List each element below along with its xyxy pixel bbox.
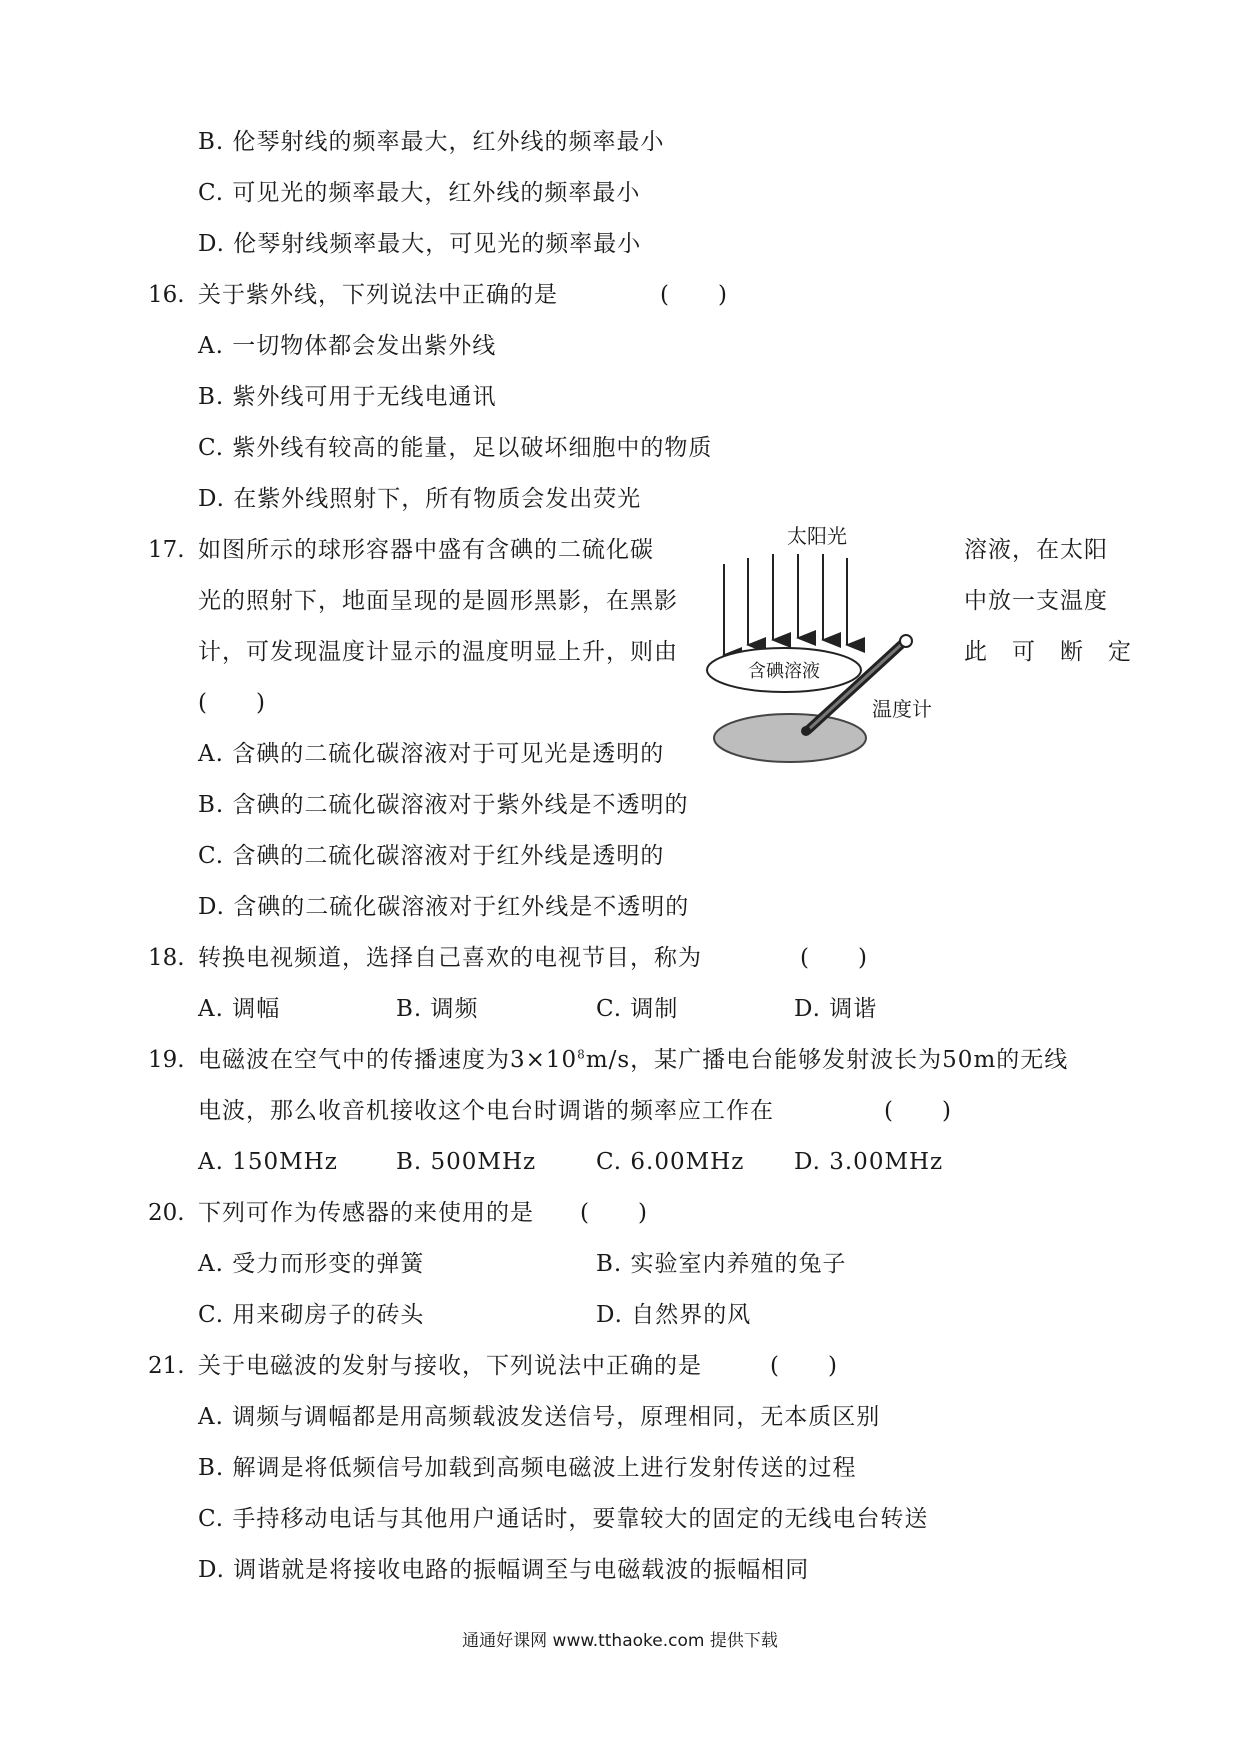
page-footer: 通通好课网 www.tthaoke.com 提供下载 xyxy=(462,1631,778,1651)
q18-option-a: A. 调幅 xyxy=(198,996,281,1022)
q16-option-d: D. 在紫外线照射下，所有物质会发出荧光 xyxy=(198,486,642,512)
q21-option-d: D. 调谐就是将接收电路的振幅调至与电磁载波的振幅相同 xyxy=(198,1557,810,1583)
q18-option-d: D. 调谐 xyxy=(794,996,878,1022)
q17-option-b: B. 含碘的二硫化碳溶液对于紫外线是不透明的 xyxy=(198,792,689,818)
q19-stem-part1: 电磁波在空气中的传播速度为3×10 xyxy=(198,1047,578,1073)
q17-option-d: D. 含碘的二硫化碳溶液对于红外线是不透明的 xyxy=(198,894,690,920)
q19-stem-line1 xyxy=(198,1045,1068,1075)
q16-answer-paren: ( ) xyxy=(660,282,728,308)
q19-exponent: 8 xyxy=(577,1047,586,1062)
q17-answer-paren: ( ) xyxy=(198,690,266,716)
q16-option-b: B. 紫外线可用于无线电通讯 xyxy=(198,384,497,410)
q18-answer-paren: ( ) xyxy=(800,945,868,971)
solution-label: 含碘溶液 xyxy=(748,661,820,682)
q17-line1-right: 溶液，在太阳 xyxy=(964,537,1108,563)
q16-number: 16. xyxy=(148,282,185,308)
q19-option-c: C. 6.00MHz xyxy=(596,1149,745,1175)
q19-option-a: A. 150MHz xyxy=(198,1149,338,1175)
q21-option-c: C. 手持移动电话与其他用户通话时，要靠较大的固定的无线电台转送 xyxy=(198,1506,929,1532)
q20-option-a: A. 受力而形变的弹簧 xyxy=(198,1251,425,1277)
q20-number: 20. xyxy=(148,1200,185,1226)
thermometer-label: 温度计 xyxy=(872,697,932,721)
q19-stem-line2: 电波，那么收音机接收这个电台时调谐的频率应工作在 xyxy=(198,1098,774,1124)
q17-line3-right: 此 可 断 定 xyxy=(964,639,1132,665)
q17-line3-left: 计，可发现温度计显示的温度明显上升，则由 xyxy=(198,639,678,665)
q21-number: 21. xyxy=(148,1353,185,1379)
q20-option-c: C. 用来砌房子的砖头 xyxy=(198,1302,425,1328)
q20-option-d: D. 自然界的风 xyxy=(596,1302,752,1328)
q20-stem: 下列可作为传感器的来使用的是 xyxy=(198,1200,534,1226)
q16-option-c: C. 紫外线有较高的能量，足以破坏细胞中的物质 xyxy=(198,435,713,461)
q18-option-c: C. 调制 xyxy=(596,996,679,1022)
q19-answer-paren: ( ) xyxy=(884,1098,952,1124)
q15-option-c: C. 可见光的频率最大，红外线的频率最小 xyxy=(198,180,641,206)
q21-option-b: B. 解调是将低频信号加载到高频电磁波上进行发射传送的过程 xyxy=(198,1455,857,1481)
q16-option-a: A. 一切物体都会发出紫外线 xyxy=(198,333,497,359)
sunlight-arrows xyxy=(724,554,847,655)
q21-answer-paren: ( ) xyxy=(770,1353,838,1379)
q18-stem: 转换电视频道，选择自己喜欢的电视节目，称为 xyxy=(198,945,702,971)
q19-number: 19. xyxy=(148,1047,185,1073)
q18-number: 18. xyxy=(148,945,185,971)
shadow xyxy=(714,714,866,762)
q20-option-b: B. 实验室内养殖的兔子 xyxy=(596,1251,847,1277)
q15-option-d: D. 伦琴射线频率最大，可见光的频率最小 xyxy=(198,231,642,257)
q18-option-b: B. 调频 xyxy=(396,996,479,1022)
q21-stem: 关于电磁波的发射与接收，下列说法中正确的是 xyxy=(198,1353,702,1379)
q15-option-b: B. 伦琴射线的频率最大，红外线的频率最小 xyxy=(198,129,665,155)
sun-label: 太阳光 xyxy=(787,524,847,548)
q17-option-c: C. 含碘的二硫化碳溶液对于红外线是透明的 xyxy=(198,843,665,869)
q19-option-d: D. 3.00MHz xyxy=(794,1149,944,1175)
q17-line1-left: 如图所示的球形容器中盛有含碘的二硫化碳 xyxy=(198,537,654,563)
q21-option-a: A. 调频与调幅都是用高频载波发送信号，原理相同，无本质区别 xyxy=(198,1404,881,1430)
q20-answer-paren: ( ) xyxy=(580,1200,648,1226)
q17-line2-left: 光的照射下，地面呈现的是圆形黑影，在黑影 xyxy=(198,588,678,614)
q19-stem-part2: m/s，某广播电台能够发射波长为50m的无线 xyxy=(585,1047,1069,1073)
q17-line2-right: 中放一支温度 xyxy=(964,588,1108,614)
q16-stem: 关于紫外线，下列说法中正确的是 xyxy=(198,282,558,308)
q17-figure xyxy=(704,520,954,770)
q17-number: 17. xyxy=(148,537,185,563)
q17-option-a: A. 含碘的二硫化碳溶液对于可见光是透明的 xyxy=(198,741,665,767)
q19-option-b: B. 500MHz xyxy=(396,1149,537,1175)
